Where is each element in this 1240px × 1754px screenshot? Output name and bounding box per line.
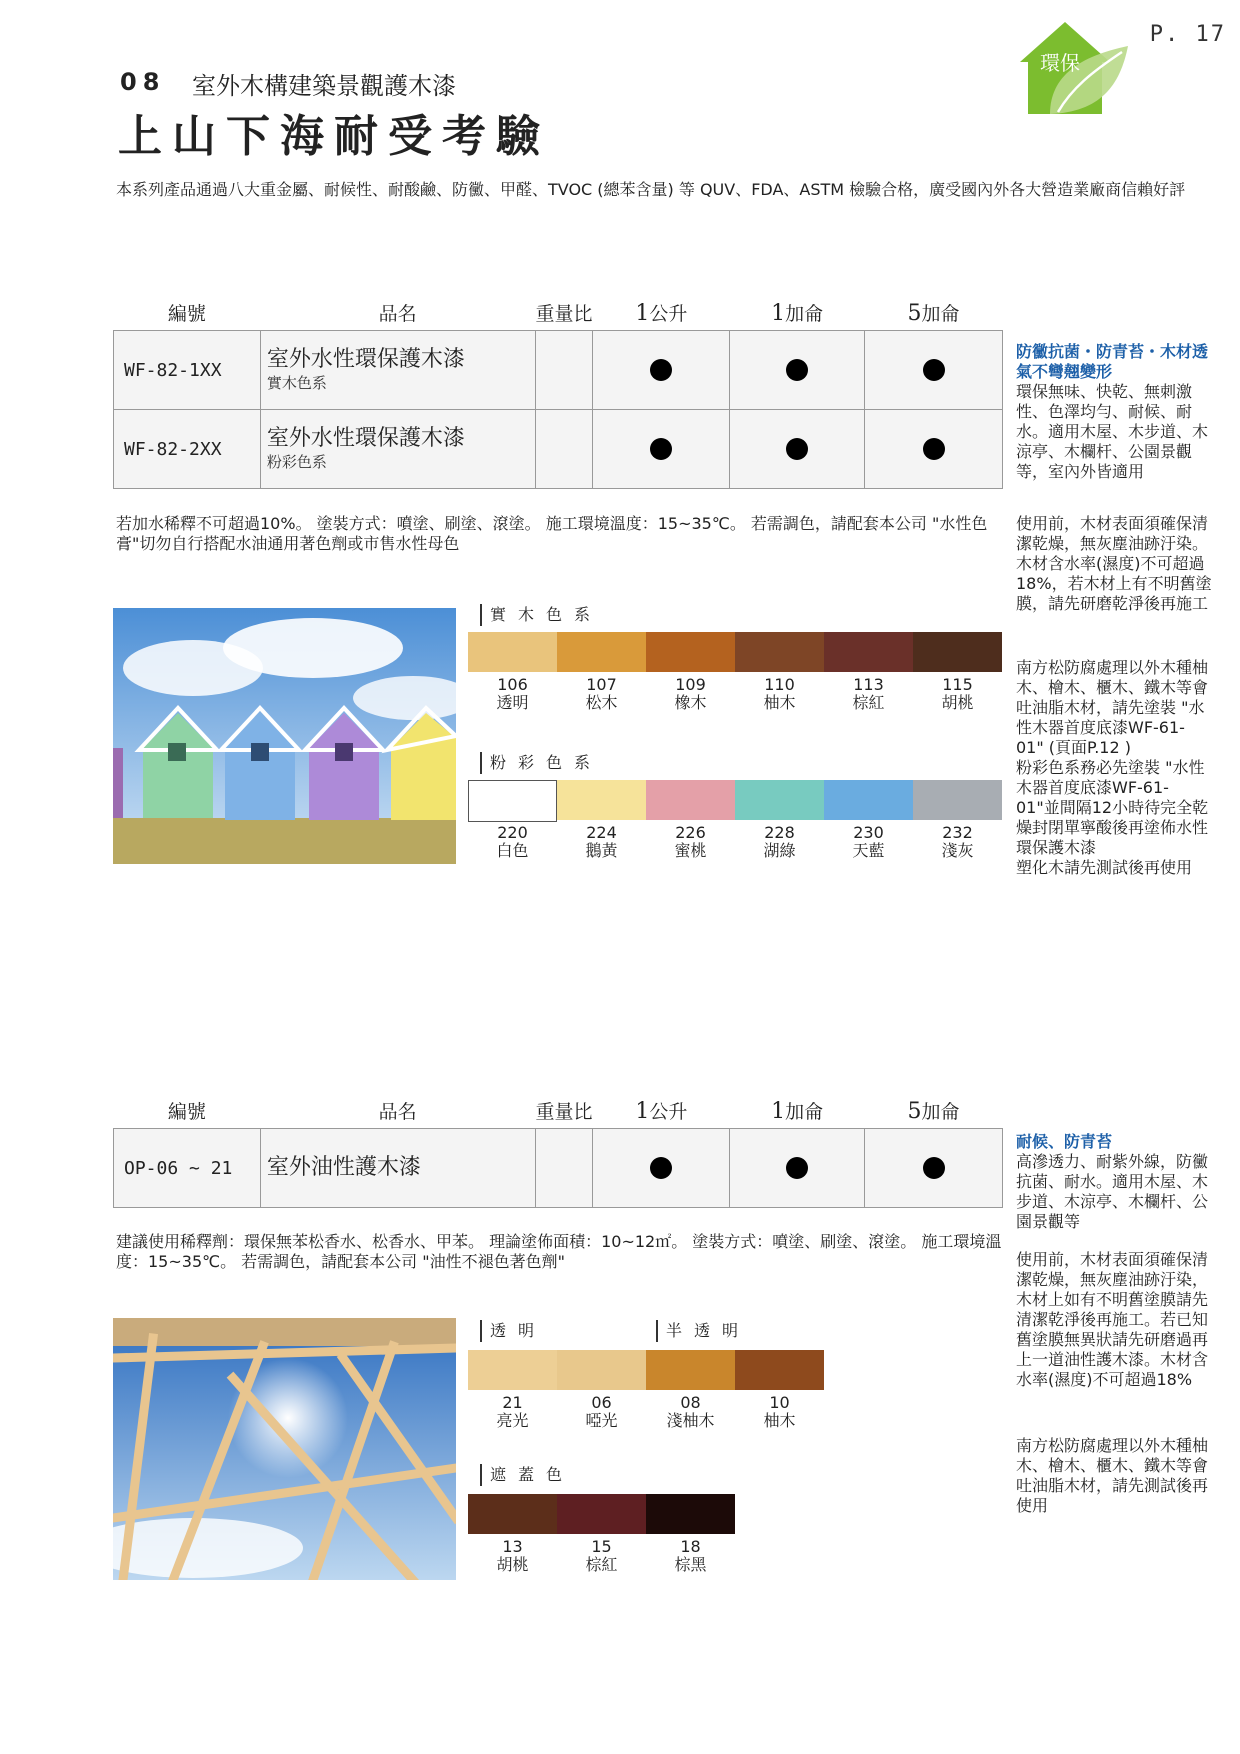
product-name: 室外水性環保護木漆: [266, 425, 465, 451]
pastel-series-title: 粉彩色系: [480, 752, 602, 774]
color-swatch: [735, 1350, 824, 1390]
table-row: [114, 410, 1003, 489]
color-swatch: [557, 1494, 646, 1534]
swatch-label: 224 鵝黃: [585, 823, 618, 860]
product-code: WF-82-2XX: [114, 410, 261, 489]
size-available-cell: [730, 1129, 865, 1208]
page-title: 上山下海耐受考驗: [118, 111, 550, 162]
size-available-cell: [593, 1129, 730, 1208]
color-swatch: [646, 632, 735, 672]
color-swatch: [913, 632, 1002, 672]
col-size-1l: 1公升: [635, 1099, 688, 1124]
semi-transparent-title: 半透明: [656, 1320, 750, 1342]
swatch-label: 21 亮光: [496, 1393, 529, 1430]
col-name: 品名: [378, 1101, 417, 1123]
col-size-1gal: 1加侖: [771, 1099, 824, 1124]
swatch-label: 220 白色: [496, 823, 529, 860]
swatch-label: 08 淺柚木: [666, 1393, 715, 1430]
color-swatch: [646, 780, 735, 820]
features-block: [1016, 342, 1212, 482]
side-note: 南方松防腐處理以外木種柚木、檜木、櫃木、鐵木等會吐油脂木材，請先塗裝 "水性木器首度底漆WF-61-01" (頁面P.12 ): [1016, 658, 1209, 757]
cover-swatch-labels: [468, 1538, 735, 1574]
size-available-cell: [593, 410, 730, 489]
product-series: 實木色系: [266, 373, 327, 392]
clear-swatch-labels: [468, 1394, 824, 1430]
swatch-label: 06 啞光: [585, 1393, 618, 1430]
available-dot-icon: [650, 438, 672, 460]
timber-frame-photo: [113, 1318, 456, 1580]
eco-logo: [1010, 16, 1130, 126]
color-swatch: [557, 632, 646, 672]
product-name-cell: [260, 331, 535, 410]
logo-text: 環保: [1040, 51, 1080, 75]
weight-cell: [535, 331, 593, 410]
available-dot-icon: [923, 359, 945, 381]
usage-note: 建議使用稀釋劑：環保無苯松香水、松香水、甲苯。 理論塗佈面積：10~12㎡。 塗裝方式：噴塗、刷塗、滾塗。 施工環境溫度：15~35℃。 若需調色，請配套本公司 "油性不褪色著色劑": [116, 1232, 1002, 1271]
size-available-cell: [865, 410, 1003, 489]
color-swatch: [557, 780, 646, 820]
product-name: 室外油性護木漆: [266, 1155, 421, 1180]
color-swatch: [735, 780, 824, 820]
product-name-cell: [260, 1129, 535, 1208]
table-row: [114, 331, 1003, 410]
swatch-label: 115 胡桃: [941, 675, 974, 712]
col-size-1gal: 1加侖: [771, 301, 824, 326]
product-code: OP-06 ~ 21: [114, 1129, 261, 1208]
color-swatch: [824, 632, 913, 672]
product-name-cell: [260, 410, 535, 489]
wood-swatch-row: [468, 632, 1002, 672]
product-table-water: [113, 292, 1003, 489]
weight-cell: [535, 410, 593, 489]
section-number: 08: [120, 68, 166, 96]
available-dot-icon: [650, 1157, 672, 1179]
color-swatch: [468, 1350, 557, 1390]
table-row: [114, 1129, 1003, 1208]
side-note: 塑化木請先測試後再使用: [1016, 858, 1193, 877]
available-dot-icon: [923, 1157, 945, 1179]
size-available-cell: [730, 331, 865, 410]
pastel-swatch-row: [468, 780, 1002, 822]
wood-swatch-labels: [468, 676, 1002, 712]
pastel-swatch-labels: [468, 824, 1002, 860]
features-block: [1016, 1132, 1212, 1232]
side-note: 使用前，木材表面須確保清潔乾燥，無灰塵油跡汙染。木材含水率(濕度)不可超過18%，若木材上有不明舊塗膜，請先研磨乾淨後再施工: [1016, 514, 1212, 613]
color-swatch: [646, 1494, 735, 1534]
swatch-label: 109 橡木: [674, 675, 707, 712]
swatch-label: 113 棕紅: [852, 675, 885, 712]
swatch-label: 226 蜜桃: [674, 823, 707, 860]
col-code: 編號: [167, 303, 206, 325]
available-dot-icon: [786, 1157, 808, 1179]
color-swatch: [468, 780, 557, 822]
swatch-label: 228 湖綠: [763, 823, 796, 860]
swatch-label: 232 淺灰: [941, 823, 974, 860]
color-swatch: [913, 780, 1002, 820]
features-body: 高滲透力、耐紫外線，防黴抗菌、耐水。適用木屋、木步道、木涼亭、木欄杆、公園景觀等: [1016, 1152, 1209, 1231]
swatch-label: 10 柚木: [763, 1393, 796, 1430]
available-dot-icon: [786, 359, 808, 381]
product-table-oil: [113, 1090, 1003, 1208]
swatch-label: 110 柚木: [763, 675, 796, 712]
cover-swatch-row: [468, 1494, 735, 1534]
col-code: 編號: [167, 1101, 206, 1123]
swatch-label: 230 天藍: [852, 823, 885, 860]
swatch-label: 13 胡桃: [496, 1537, 529, 1574]
product-name: 室外水性環保護木漆: [266, 346, 465, 372]
table-header-row: [114, 1090, 1003, 1129]
color-swatch: [468, 1494, 557, 1534]
swatch-label: 106 透明: [496, 675, 529, 712]
clear-swatch-row: [468, 1350, 824, 1390]
features-body: 環保無味、快乾、無刺激性、色澤均勻、耐候、耐水。適用木屋、木步道、木涼亭、木欄杆、公園景觀等，室內外皆適用: [1016, 382, 1209, 481]
usage-note: 若加水稀釋不可超過10%。 塗裝方式：噴塗、刷塗、滾塗。 施工環境溫度：15~35℃。 若需調色，請配套本公司 "水性色膏"切勿自行搭配水油通用著色劑或市售水性母色: [116, 514, 988, 553]
color-swatch: [824, 780, 913, 820]
product-series: 粉彩色系: [266, 452, 327, 471]
col-size-1l: 1公升: [635, 301, 688, 326]
col-weight: 重量比: [535, 303, 593, 325]
weight-cell: [535, 1129, 593, 1208]
size-available-cell: [730, 410, 865, 489]
page-number: P. 17: [1149, 22, 1226, 47]
available-dot-icon: [650, 359, 672, 381]
table-header-row: [114, 292, 1003, 331]
swatch-label: 15 棕紅: [585, 1537, 618, 1574]
side-note: 粉彩色系務必先塗裝 "水性木器首度底漆WF-61-01"並間隔12小時待完全乾燥封閉單寧酸後再塗佈水性環保護木漆: [1016, 758, 1209, 857]
available-dot-icon: [786, 438, 808, 460]
col-name: 品名: [378, 303, 417, 325]
available-dot-icon: [923, 438, 945, 460]
col-size-5gal: 5加侖: [907, 1099, 960, 1124]
col-weight: 重量比: [535, 1101, 593, 1123]
swatch-label: 107 松木: [585, 675, 618, 712]
side-note: 南方松防腐處理以外木種柚木、檜木、櫃木、鐵木等會吐油脂木材，請先測試後再使用: [1016, 1436, 1209, 1515]
size-available-cell: [865, 1129, 1003, 1208]
cover-series-title: 遮蓋色: [480, 1464, 574, 1486]
size-available-cell: [593, 331, 730, 410]
color-swatch: [735, 632, 824, 672]
swatch-label: 18 棕黑: [674, 1537, 707, 1574]
features-title: 耐候、防青苔: [1016, 1132, 1113, 1151]
color-swatch: [646, 1350, 735, 1390]
beach-huts-photo: [113, 608, 456, 864]
features-title: 防黴抗菌・防青苔・木材透氣不彎翹變形: [1016, 342, 1209, 381]
col-size-5gal: 5加侖: [907, 301, 960, 326]
side-note: 使用前，木材表面須確保清潔乾燥，無灰塵油跡汙染，木材上如有不明舊塗膜請先清潔乾淨後再施工。若已知舊塗膜無異狀請先研磨過再上一道油性護木漆。木材含水率(濕度)不可超過18%: [1016, 1250, 1209, 1389]
color-swatch: [557, 1350, 646, 1390]
size-available-cell: [865, 331, 1003, 410]
color-swatch: [468, 632, 557, 672]
product-code: WF-82-1XX: [114, 331, 261, 410]
wood-series-title: 實木色系: [480, 604, 602, 626]
clear-series-title: 透明: [480, 1320, 546, 1342]
section-name: 室外木構建築景觀護木漆: [192, 72, 456, 100]
intro-text: 本系列產品通過八大重金屬、耐候性、耐酸鹼、防黴、甲醛、TVOC (總苯含量) 等 QUV、FDA、ASTM 檢驗合格，廣受國內外各大營造業廠商信賴好評: [116, 180, 1186, 199]
